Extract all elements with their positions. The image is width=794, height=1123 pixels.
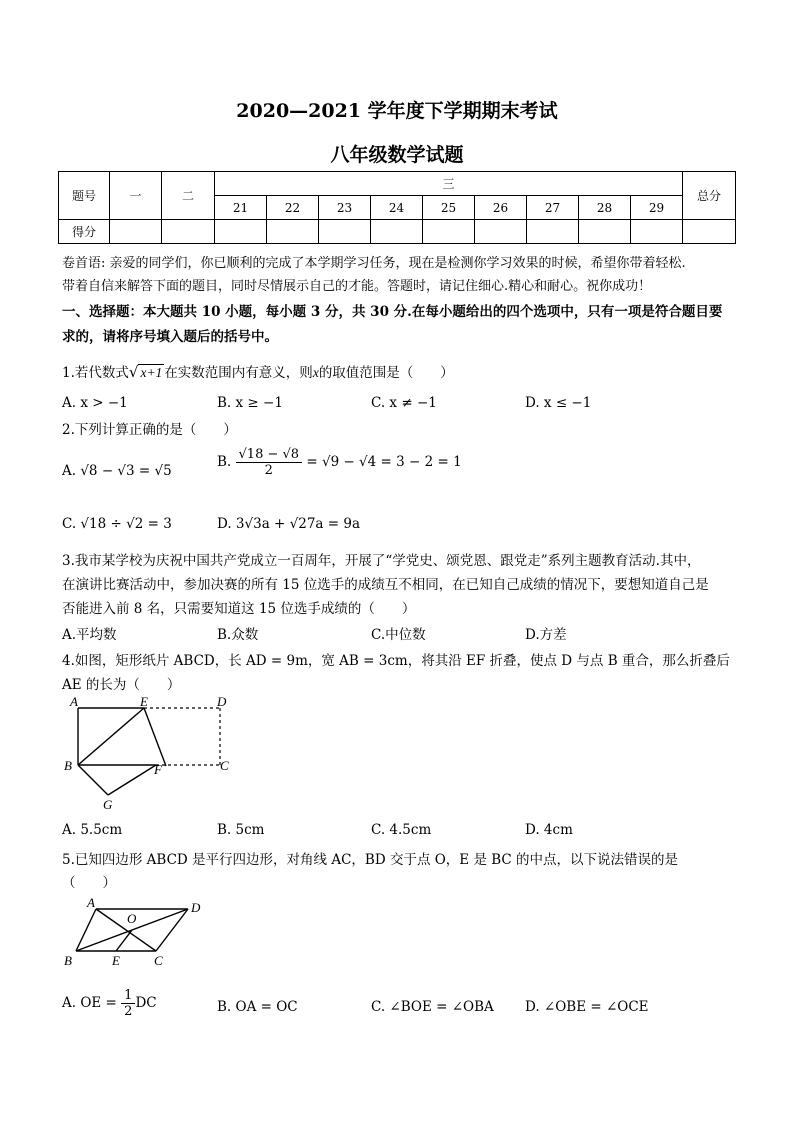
col-q25: 25 bbox=[423, 196, 475, 220]
q2-option-b-label: B. bbox=[217, 454, 232, 470]
q5-option-a-denominator: 2 bbox=[124, 1004, 133, 1019]
q2-option-a[interactable]: A. √8 − √3 = √5 bbox=[62, 463, 172, 479]
q3-option-d[interactable]: D.方差 bbox=[525, 627, 567, 643]
col-section-one: 一 bbox=[110, 172, 162, 220]
q1-var: x bbox=[312, 365, 319, 380]
question-3-line-3: 否能进入前 8 名，只需要知道这 15 位选手成绩的（ ） bbox=[62, 601, 416, 617]
q5-label-d: D bbox=[191, 900, 201, 915]
q1-stem-pre: 1.若代数式 bbox=[62, 365, 129, 381]
score-cell[interactable] bbox=[631, 220, 683, 244]
question-5-line-1: 5.已知四边形 ABCD 是平行四边形，对角线 AC，BD 交于点 O，E 是 BC 的中点，以下说法错误的是 bbox=[62, 852, 679, 868]
col-q24: 24 bbox=[371, 196, 423, 220]
section-heading-line-2: 求的，请将序号填入题后的括号中。 bbox=[62, 329, 278, 345]
section-heading-line-1: 一、选择题：本大题共 10 小题，每小题 3 分，共 30 分.在每小题给出的四个选项中，只有一项是符合题目要 bbox=[62, 304, 723, 320]
row-label-score: 得分 bbox=[59, 220, 110, 244]
q2-option-d[interactable]: D. 3√3a + √27a = 9a bbox=[217, 516, 361, 532]
col-q27: 27 bbox=[527, 196, 579, 220]
q5-option-a[interactable] bbox=[62, 988, 157, 1019]
q5-label-a: A bbox=[87, 895, 95, 910]
col-q22: 22 bbox=[267, 196, 319, 220]
score-cell[interactable] bbox=[371, 220, 423, 244]
q1-option-a[interactable]: A. x > −1 bbox=[62, 395, 128, 411]
question-3-line-1: 3.我市某学校为庆祝中国共产党成立一百周年，开展了“学党史、颂党恩、跟党走”系列主题教育活动.其中， bbox=[62, 553, 701, 569]
exam-subtitle: 八年级数学试题 bbox=[330, 144, 464, 166]
preface-line-2: 带着自信来解答下面的题目，同时尽情展示自己的才能。答题时，请记住细心.精心和耐心。祝你成功！ bbox=[62, 279, 652, 294]
question-2-stem: 2.下列计算正确的是（ ） bbox=[62, 422, 237, 438]
q3-option-a[interactable]: A.平均数 bbox=[62, 627, 117, 643]
score-cell[interactable] bbox=[215, 220, 267, 244]
col-q21: 21 bbox=[215, 196, 267, 220]
score-cell[interactable] bbox=[319, 220, 371, 244]
q4-option-c[interactable]: C. 4.5cm bbox=[371, 822, 432, 838]
score-cell[interactable] bbox=[475, 220, 527, 244]
q4-label-b: B bbox=[64, 758, 72, 773]
question-4-line-2: AE 的长为（ ） bbox=[62, 677, 181, 693]
q3-option-b[interactable]: B.众数 bbox=[217, 627, 259, 643]
q1-stem-end: 的取值范围是（ ） bbox=[318, 365, 454, 381]
q2-option-b-denominator: 2 bbox=[264, 463, 273, 478]
preface-line-1: 卷首语: 亲爱的同学们，你已顺利的完成了本学期学习任务，现在是检测你学习效果的时候，希望你带着轻松. bbox=[62, 256, 686, 271]
q5-option-a-post: DC bbox=[135, 995, 157, 1011]
q4-label-f: F bbox=[154, 762, 162, 777]
col-q29: 29 bbox=[631, 196, 683, 220]
col-section-three: 三 bbox=[215, 172, 683, 196]
q5-label-c: C bbox=[154, 953, 163, 968]
question-1-stem: 1.若代数式√ x+1 在实数范围内有意义，则x的取值范围是（ ） bbox=[62, 363, 454, 381]
row-label-number: 题号 bbox=[59, 172, 110, 220]
q5-option-c[interactable]: C. ∠BOE = ∠OBA bbox=[371, 999, 494, 1015]
col-q26: 26 bbox=[475, 196, 527, 220]
q1-option-b[interactable]: B. x ≥ −1 bbox=[217, 395, 283, 411]
score-cell[interactable] bbox=[110, 220, 162, 244]
q2-option-b[interactable] bbox=[217, 447, 462, 478]
score-cell[interactable] bbox=[527, 220, 579, 244]
q1-option-c[interactable]: C. x ≠ −1 bbox=[371, 395, 437, 411]
q4-label-a: A bbox=[70, 694, 78, 709]
q1-option-d[interactable]: D. x ≤ −1 bbox=[525, 395, 592, 411]
q4-option-b[interactable]: B. 5cm bbox=[217, 822, 265, 838]
q3-option-c[interactable]: C.中位数 bbox=[371, 627, 426, 643]
q2-option-b-fraction bbox=[236, 447, 303, 478]
q4-label-e: E bbox=[140, 694, 148, 709]
q5-label-o: O bbox=[127, 911, 137, 926]
question-5-line-2: （ ） bbox=[62, 875, 116, 891]
score-cell[interactable] bbox=[423, 220, 475, 244]
q5-option-a-fraction bbox=[121, 988, 135, 1019]
q2-option-b-numerator: √18 − √8 bbox=[236, 447, 303, 463]
q1-radicand: x+1 bbox=[140, 365, 163, 380]
col-section-two: 二 bbox=[162, 172, 215, 220]
q4-figure-rectangle-fold bbox=[60, 693, 240, 815]
col-q23: 23 bbox=[319, 196, 371, 220]
q2-option-c[interactable]: C. √18 ÷ √2 = 3 bbox=[62, 516, 172, 532]
col-total: 总分 bbox=[683, 172, 736, 220]
q5-option-d[interactable]: D. ∠OBE = ∠OCE bbox=[525, 999, 649, 1015]
q4-label-g: G bbox=[103, 797, 113, 812]
q4-option-d[interactable]: D. 4cm bbox=[525, 822, 573, 838]
q4-label-d: D bbox=[217, 694, 227, 709]
q5-option-a-pre: A. OE = bbox=[62, 995, 117, 1011]
q5-figure-parallelogram bbox=[60, 893, 210, 971]
col-q28: 28 bbox=[579, 196, 631, 220]
score-cell[interactable] bbox=[683, 220, 736, 244]
question-4-line-1: 4.如图，矩形纸片 ABCD，长 AD = 9m，宽 AB = 3cm，将其沿 EF 折叠，使点 D 与点 B 重合，那么折叠后 bbox=[62, 653, 730, 669]
score-table bbox=[58, 171, 736, 244]
q1-stem-post: 在实数范围内有意义，则 bbox=[164, 365, 313, 381]
q5-label-b: B bbox=[64, 953, 72, 968]
q5-option-a-numerator: 1 bbox=[121, 988, 135, 1004]
q5-option-b[interactable]: B. OA = OC bbox=[217, 999, 298, 1015]
q2-option-b-rest: = √9 − √4 = 3 − 2 = 1 bbox=[306, 454, 462, 470]
score-cell[interactable] bbox=[579, 220, 631, 244]
q5-label-e: E bbox=[112, 953, 120, 968]
exam-title: 2020—2021 学年度下学期期末考试 bbox=[236, 100, 558, 122]
question-3-line-2: 在演讲比赛活动中，参加决赛的所有 15 位选手的成绩互不相同，在已知自己成绩的情况下，要想知道自己是 bbox=[62, 577, 709, 593]
q4-label-c: C bbox=[220, 758, 229, 773]
score-cell[interactable] bbox=[267, 220, 319, 244]
score-cell[interactable] bbox=[162, 220, 215, 244]
q4-option-a[interactable]: A. 5.5cm bbox=[62, 822, 123, 838]
